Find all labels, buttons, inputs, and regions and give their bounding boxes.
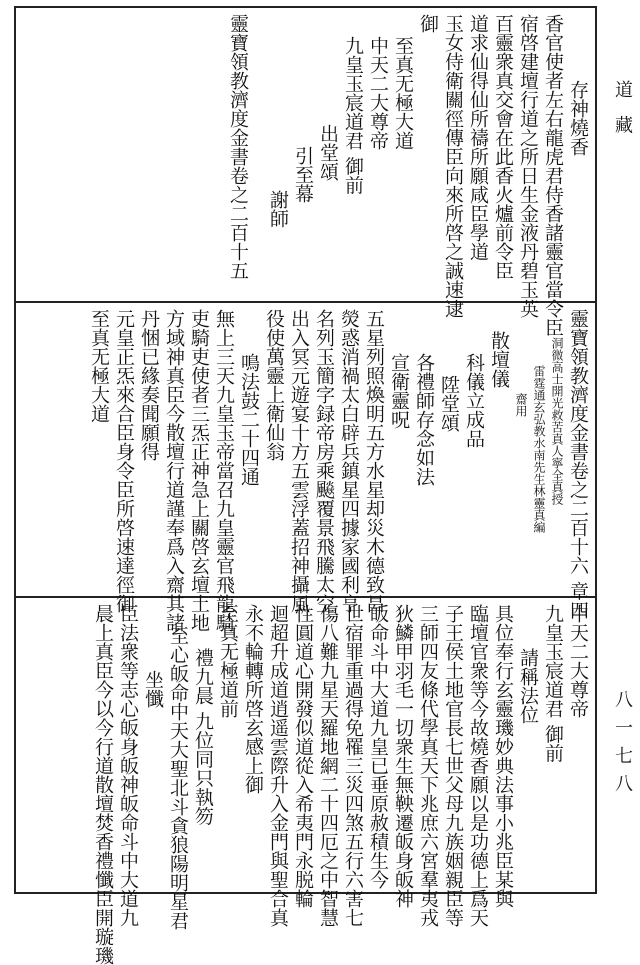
margin-title: 道 藏 [612,80,633,140]
text-column: 狄鱗甲羽毛一切衆生無鞅遷皈身皈神 [392,604,414,908]
text-column: 宣衛靈呪 [388,353,410,429]
text-column: 皈命斗中大道九皇已垂原赦積生今 [367,604,389,889]
text-column: 御 [417,14,439,33]
margin-page-number: 八一七八 [612,690,633,802]
text-column: 玉女侍衛關徑傳臣向來所啓之誠速逮 [442,14,464,318]
text-column: 存神燒香 [567,80,589,156]
text-column: 至心皈命中天大聖北斗貪狼陽明星君 [167,626,189,930]
text-column: 具位奉行玄靈璣妙典法事小兆臣某與 [492,604,514,908]
text-column: 名列玉簡字録帝房乘飈覆景飛騰太空 [313,309,335,613]
text-panel-middle [16,303,595,632]
text-column: 香官使者左右龍虎君侍香諸靈官當令臣 [542,14,564,337]
text-column: 洞微高士開光救苦真人寧全真授 [550,337,564,505]
text-column: 靈寶領教濟度金書卷之二百十五 [227,14,249,280]
text-column: 世宿罪重過得免罹三災四煞五行六害七 [342,604,364,927]
text-column: 臨壇官衆等今故燒香願以是功德上爲天 [467,604,489,927]
text-column: 九皇玉宸道君 御前 [542,604,564,763]
text-column: 永不輪轉所啓玄感上御 [242,604,264,794]
text-column: 無上三天九皇玉帝當召九皇靈官飛龍騎 [213,309,235,632]
text-column: 引至幕 [292,146,314,203]
text-column: 百靈衆真交會在此香火爐前令臣 [492,14,514,280]
text-column: 傷八難九星天羅地網二十四厄之中智慧 [317,604,339,927]
text-panel-top [16,8,595,337]
text-column: 陞堂頌 [438,375,460,432]
text-panel-bottom [16,598,595,965]
text-column: 三師四友條代學真天下兆庶六宮羣夷戎 [417,604,439,927]
text-column: 中天二大尊帝 [567,604,589,718]
text-column: 中天二大尊帝 [367,36,389,150]
text-column: 靈寶領教濟度金書卷之二百十六 章四 [567,309,589,620]
text-column: 迴超升成道逍遥雲際升入金門與聖合真 [267,604,289,927]
text-column: 各禮師存念如法 [413,353,435,486]
text-column: 鳴法鼓二十四通 [238,353,260,486]
text-column: 出堂頌 [317,124,339,181]
text-column: 方域神真臣今散壇行道謹奉爲入齋其諸 [163,309,185,632]
text-column: 道求仙得仙所禱所願咸臣學道 [467,14,489,261]
text-column: 九皇玉宸道君 御前 [342,36,364,195]
text-column: 至真无極大道 [88,309,110,423]
text-column: 雷霆通玄弘教水南先生林靈真編 [532,365,546,533]
panel-columns [89,604,589,965]
text-column: 臣法衆等志心皈身皈神皈命斗中大道九 [117,604,139,927]
text-column: 至真无極大道 [392,36,414,150]
text-column: 科儀立成品 [463,353,485,448]
text-column: 禮九晨 九位同只執笏 [192,648,214,826]
text-column: 謝師 [267,190,289,228]
text-column [252,14,264,294]
text-column: 丹悃已緣奏聞願得 [138,309,160,461]
text-column: 熒惑消禍太白辟兵鎮星四據家國利亨 [338,309,360,613]
text-column: 齋用 [514,393,528,417]
text-column: 宿啓建壇行道之所日生金液丹碧玉英 [517,14,539,318]
text-column: 役使萬靈上衛仙翁 [263,309,285,461]
panel-columns [85,309,589,632]
text-column: 元皇正炁來合臣身令臣所啓速達徑御 [113,309,135,613]
text-column: 出入冥元遊宴十方五雲浮蓋招神攝風 [288,309,310,613]
text-column: 坐懺 [142,670,164,708]
text-column: 性圓道心開發似道從入希夷門永脱輪 [292,604,314,908]
text-column: 散壇儀 [488,331,510,388]
text-column: 吏騎吏使者三炁正神急上關啓玄壇土地 [188,309,210,632]
panel-columns [224,14,589,337]
text-column: 至真无極道前 [217,604,239,718]
text-column: 請稱法位 [517,648,539,724]
text-column: 晨上真臣今以今行道散壇焚香禮懺臣開璇璣 [92,604,114,965]
text-column: 五星列照煥明五方水星却災木德致昌 [363,309,385,613]
text-column: 子王侯土地官長七世父母九族姻親臣等 [442,604,464,927]
